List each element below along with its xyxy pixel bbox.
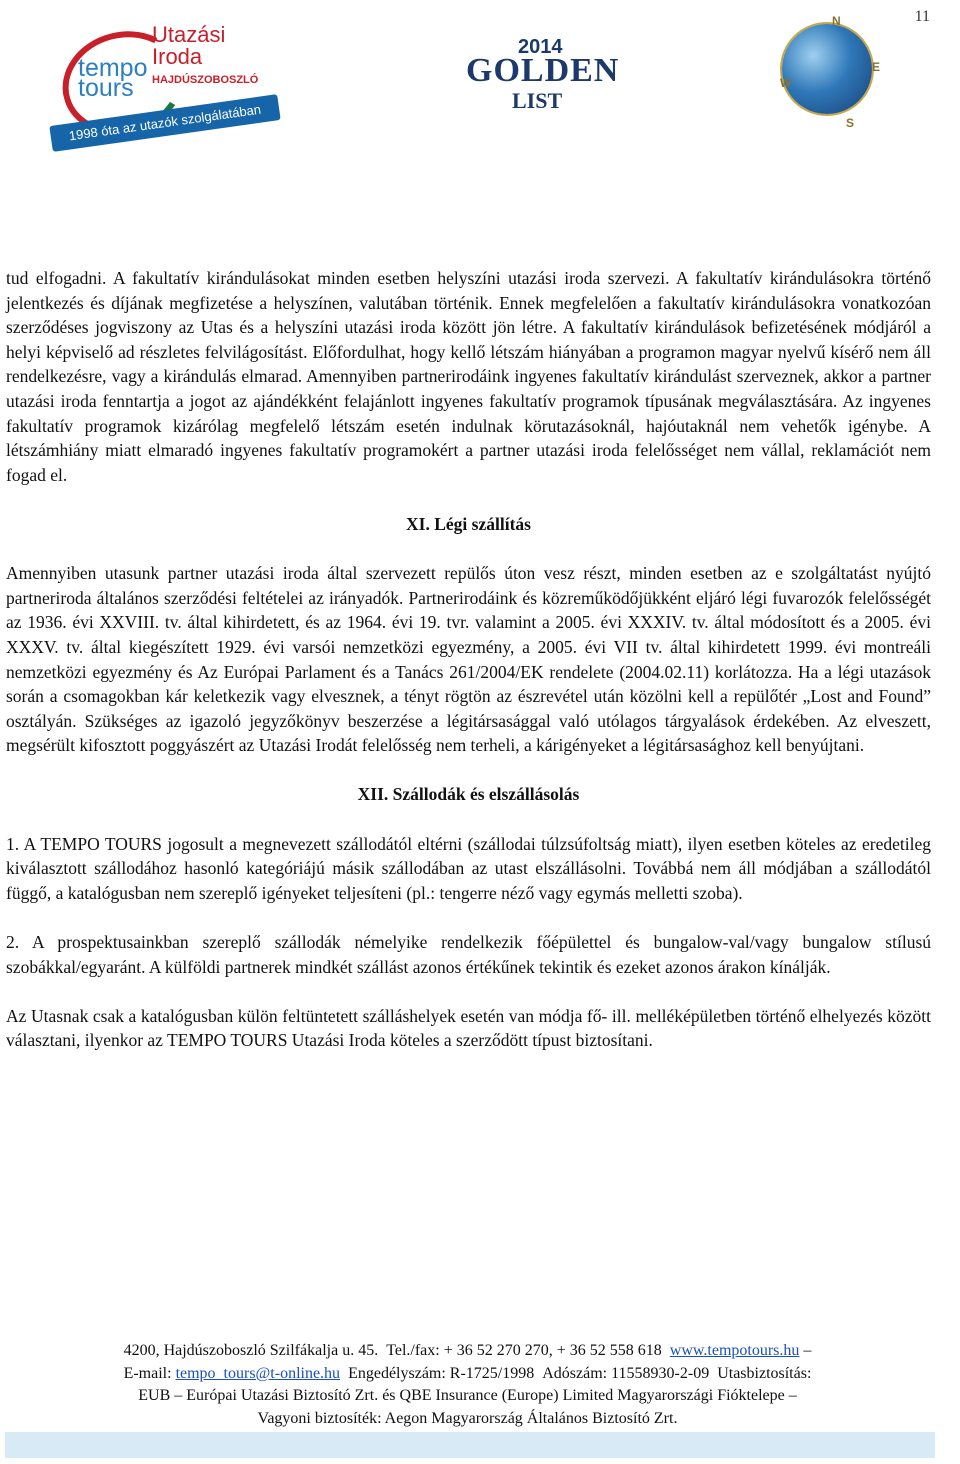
footer-insurance: EUB – Európai Utazási Biztosító Zrt. és QBE Insurance (Europe) Limited Magyarországi Fióktelepe – bbox=[138, 1387, 797, 1404]
footer-phone: Tel./fax: + 36 52 270 270, + 36 52 558 618 bbox=[386, 1342, 662, 1359]
award-subtitle: LIST bbox=[512, 88, 563, 113]
paragraph-hotels-2: 2. A prospektusainkban szereplő szállodák némelyike rendelkezik főépülettel és bungalow-val/vagy bungalow stílusú szobákkal/egyaránt. A külföldi partnerek mindkét szállást azonos értékűnek tekintik és ezeket azonos árakon kínálják. bbox=[6, 932, 931, 977]
section-heading-hotels: XII. Szállodák és elszállásolás bbox=[357, 784, 580, 805]
compass-s: S bbox=[846, 116, 855, 130]
logo-slogan: 1998 óta az utazók szolgálatában bbox=[49, 94, 280, 152]
page-number: 11 bbox=[914, 8, 930, 25]
logo-agency-line2: Iroda bbox=[152, 44, 203, 69]
compass-icon bbox=[772, 14, 882, 130]
agency-logo bbox=[40, 10, 300, 160]
footer-email-label: E-mail: bbox=[123, 1364, 172, 1382]
footer-website-link[interactable]: www.tempotours.hu bbox=[669, 1342, 800, 1359]
page-footer bbox=[0, 1340, 935, 1430]
footer-insurance-label: Utasbiztosítás: bbox=[717, 1364, 812, 1382]
document-body bbox=[6, 266, 931, 1053]
logo-agency-line1: Utazási bbox=[152, 22, 226, 47]
footer-line-1: 4200, Hajdúszoboszló Szilfákalja u. 45. Tel./fax: + 36 52 270 270, + 36 52 558 618 www.tempotours.hu – bbox=[123, 1342, 812, 1359]
compass-e: E bbox=[872, 60, 881, 74]
compass-n: N bbox=[832, 14, 841, 28]
logo-brand-line2: tours bbox=[78, 74, 134, 102]
paragraph-hotels-3: Az Utasnak csak a katalógusban külön feltüntetett szálláshelyek esetén van módja fő- ill. melléképületben történő elhelyezés között választani, ilyenkor az TEMPO TOURS Utazási Iroda köteles a szerződött típust biztosítani. bbox=[6, 1005, 931, 1051]
compass-w: W bbox=[780, 76, 792, 90]
golden-list-logo bbox=[462, 14, 902, 142]
logo-city: HAJDÚSZOBOSZLÓ bbox=[152, 74, 259, 86]
logo-brand-line1: tempo bbox=[78, 54, 148, 82]
footer-line-2 bbox=[0, 1363, 935, 1386]
footer-property-insurance: Vagyoni biztosíték: Aegon Magyarország Általános Biztosító Zrt. bbox=[257, 1409, 678, 1427]
paragraph-air-transport: Amennyiben utasunk partner utazási iroda által szervezett repülős úton vesz részt, minden esetben az e szolgáltatást nyújtó partneriroda általános szerződési feltételei az irányadók. Partnerirodáink és közreműködőjükként eljáró légi fuvarozók felelősségét az 1936. évi XXVIII. tv. által kihirdetett, és az 1964. évi 19. tvr. valamint a 2005. évi XXXIV. tv. által módosított és a 2005. évi XXXV. tv. által kiegészített 1929. évi varsói nemzetközi egyezmény, a 2005. évi VII tv. által kihirdetett 1999. évi montreáli nemzetközi egyezmény és Az Európai Parlament és a Tanács 261/2004/EK rendelete (2004.02.11) korlátozza. Ha a légi utazások során a csomagokban kár keletkezik vagy elvesznek, a tényt rögtön az észrevétel után közölni kell a repülőtér „Lost and Found” osztályán. Szükséges az igazoló jegyzőkönyv beszerzése a légitársasággal való utólagos tárgyalások érdekében. Az elveszett, megsérült kifosztott poggyászért az Utazási Irodát felelősség nem terheli, a kárigényeket a légitársasághoz kell benyújtani. bbox=[6, 563, 931, 756]
logo-brand bbox=[78, 54, 148, 102]
section-heading-air-transport: XI. Légi szállítás bbox=[406, 513, 531, 534]
award-year: 2014 bbox=[518, 36, 563, 58]
footer-license: Engedélyszám: R-1725/1998 bbox=[348, 1364, 535, 1382]
footer-address: 4200, Hajdúszoboszló Szilfákalja u. 45. bbox=[123, 1342, 379, 1359]
footer-bar bbox=[5, 1432, 935, 1458]
paragraph-hotels-1: 1. A TEMPO TOURS jogosult a megnevezett szállodától eltérni (szállodai túlzsúfoltság miatt), ilyen esetben köteles az eredetileg kiválasztott szállodához hasonló kategóriájú másik szállodában az utast elszállásolni. Továbbá nem áll módjában a szállodától függő, a katalógusban nem szereplő igényeket teljesíteni (pl.: tengerre néző vagy egymás melletti szoba). bbox=[6, 833, 931, 903]
footer-tax: Adószám: 11558930-2-09 bbox=[542, 1364, 710, 1382]
award-title: GOLDEN bbox=[466, 52, 620, 89]
logo-agency-name bbox=[152, 24, 225, 68]
footer-email-link[interactable]: tempo_tours@t-online.hu bbox=[175, 1364, 341, 1382]
paragraph-optional-excursions: tud elfogadni. A fakultatív kirándulásokat minden esetben helyszíni utazási iroda szervezi. A fakultatív kirándulásokra történő jelentkezés és díjának megfizetése a helyszínen, valutában történik. Ennek megfelelően a fakultatív kirándulásokra vonatkozóan szerződéses jogviszony az Utas és a helyszíni utazási iroda között jön létre. A fakultatív kirándulások befizetésének módjáról a helyi képviselő ad részletes felvilágosítást. Előfordulhat, hogy kellő létszám hiányában a programon magyar nyelvű kísérő nem áll rendelkezésre, vagy a kirándulás elmarad. Amennyiben partnerirodáink ingyenes fakultatív kirándulást szerveznek, akkor a partner utazási iroda fenntartja a jogot az ajándékként felajánlott ingyenes fakultatív programok típusának megválasztására. Az ingyenes fakultatív programok kizárólag megfelelő létszám esetén indulnak körutazásoknál, hajóutaknál nem vehetők igénybe. A létszámhiány miatt elmaradó ingyenes fakultatív programokért a partner utazási iroda felelősséget nem vállal, reklamációt nem fogad el. bbox=[6, 268, 931, 485]
